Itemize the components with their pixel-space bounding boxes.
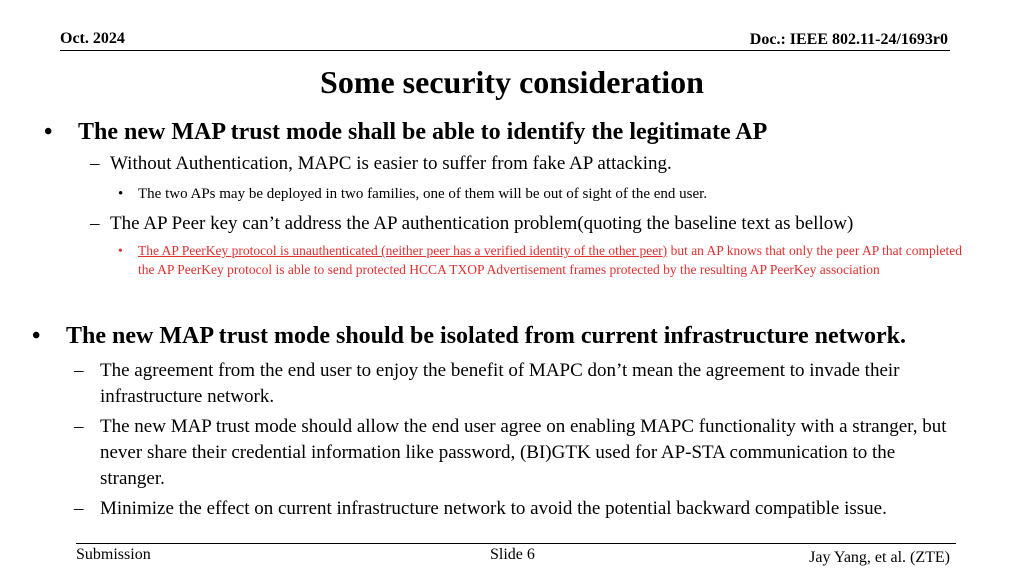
dash-marker: – xyxy=(74,360,84,381)
section1-sub1-text: Without Authentication, MAPC is easier to suffer from fake AP attacking. xyxy=(110,153,672,174)
section1-detail-text: The two APs may be deployed in two families, one of them will be out of sight of the end user. xyxy=(138,186,708,202)
header-date: Oct. 2024 xyxy=(60,30,125,47)
footer-submission: Submission xyxy=(76,546,151,563)
section1-heading: The new MAP trust mode shall be able to identify the legitimate AP xyxy=(78,119,768,145)
dash-marker: – xyxy=(74,498,84,519)
header-doc-id: Doc.: IEEE 802.11-24/1693r0 xyxy=(749,31,948,48)
header-divider xyxy=(60,50,950,51)
section1-sub2-text: The AP Peer key can’t address the AP authentication problem(quoting the baseline text as bellow) xyxy=(110,213,854,234)
bullet-marker: • xyxy=(118,243,123,258)
section2-item-text: The agreement from the end user to enjoy the benefit of MAPC don’t mean the agreement to invade their infrastructure network. xyxy=(100,360,900,407)
section2-item-text: The new MAP trust mode should allow the end user agree on enabling MAPC functionality with a stranger, but never share their credential information like password, (BI)GTK used for AP-STA communication to the stranger. xyxy=(100,416,947,489)
dash-marker: – xyxy=(74,416,84,437)
footer-slide-number: Slide 6 xyxy=(490,546,535,563)
bullet-marker: • xyxy=(118,186,124,202)
section2-item-text: Minimize the effect on current infrastructure network to avoid the potential backward compatible issue. xyxy=(100,498,887,519)
quote-rest-text: but an AP knows that only the peer AP that completed the AP PeerKey protocol is able to send protected HCCA TXOP Advertisement frames protected by the resulting AP PeerKey association xyxy=(138,243,963,277)
footer-divider xyxy=(76,543,956,544)
slide-title: Some security consideration xyxy=(320,64,704,100)
section2-heading: The new MAP trust mode should be isolated from current infrastructure network. xyxy=(66,323,906,349)
dash-marker: – xyxy=(90,213,100,234)
dash-marker: – xyxy=(90,153,100,174)
bullet-marker: • xyxy=(44,119,53,145)
quote-text xyxy=(138,241,978,279)
bullet-marker: • xyxy=(32,323,41,349)
footer-author: Jay Yang, et al. (ZTE) xyxy=(809,549,950,566)
quote-underlined-text: The AP PeerKey protocol is unauthenticated (neither peer has a verified identity of the other peer) xyxy=(138,243,668,258)
